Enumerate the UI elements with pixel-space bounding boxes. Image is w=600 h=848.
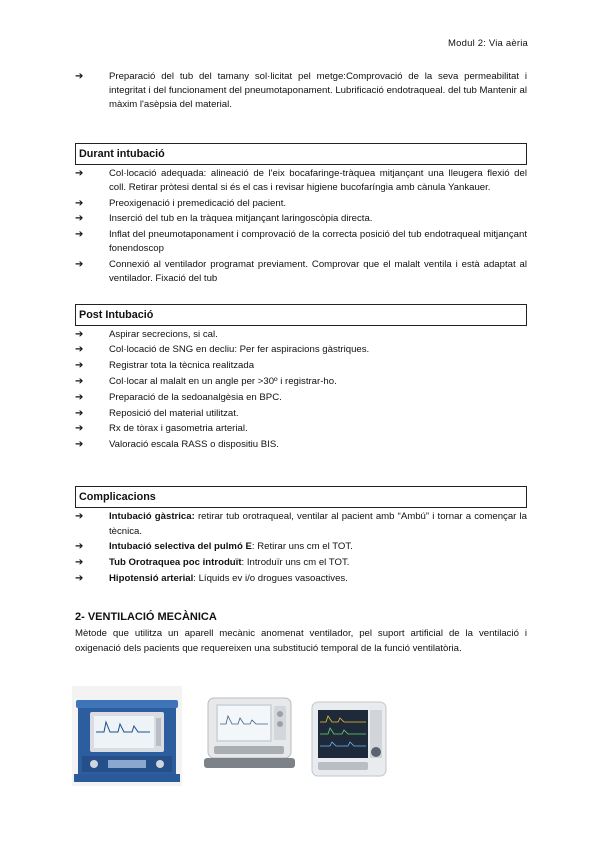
arrow-bullet-icon: ➔ — [75, 71, 84, 82]
arrow-bullet-icon: ➔ — [75, 439, 84, 451]
arrow-bullet-icon: ➔ — [75, 376, 84, 387]
list-item: ➔ Col·locar al malalt en un angle per >30º i registrar-ho. — [75, 375, 527, 389]
arrow-bullet-icon: ➔ — [75, 407, 84, 419]
intro-list — [75, 70, 527, 113]
list-item: ➔ Preparació del tub del tamany sol·licitat pel metge:Comprovació de la seva permeabilitat i integritat i del funcionament del pneumotaponament. Lubrificació endotraqueal. del tub Mantenir al màxim l'asèpsia del material. — [75, 71, 527, 111]
section-paragraph: Mètode que utilitza un aparell mecànic anomenat ventilador, pel suport artificial de la ventilació i oxigenació dels pacients que requereixen una substitució temporal de la funció ventilatòria. — [75, 628, 527, 655]
page-header: Modul 2: Via aèria — [448, 38, 528, 49]
arrow-bullet-icon: ➔ — [75, 197, 84, 209]
arrow-bullet-icon: ➔ — [75, 423, 84, 435]
list-item: ➔ Col·locació adequada: alineació de l'eix bocafaringe-tràquea mitjançant una lleugera flexió del coll. Retirar pròtesi dental si és el cas i revisar higiene bucofaríngia amb cànula Yankauer. — [75, 167, 527, 193]
arrow-bullet-icon: ➔ — [75, 391, 84, 403]
arrow-bullet-icon: ➔ — [75, 541, 84, 553]
arrow-bullet-icon: ➔ — [75, 328, 84, 340]
arrow-bullet-icon: ➔ — [75, 511, 84, 523]
list-item: ➔ Tub Orotraquea poc introduït: Introduïr uns cm el TOT. — [75, 556, 527, 570]
ventilator-white-icon — [202, 694, 297, 774]
durant-list — [75, 167, 527, 287]
section-title-ventilacio: 2- VENTILACIÓ MECÀNICA — [75, 611, 217, 624]
list-item: ➔ Inflat del pneumotaponament i comprovació de la correcta posició del tub endotraqueal mitjançant fonendoscop — [75, 229, 527, 255]
list-item: ➔ Aspirar secrecions, si cal. — [75, 328, 527, 342]
arrow-bullet-icon: ➔ — [75, 167, 84, 179]
ventilator-monitor-icon — [308, 696, 390, 782]
list-item: ➔ Hipotensió arterial: Líquids ev i/o drogues vasoactives. — [75, 572, 527, 586]
list-item: ➔ Rx de tòrax i gasometria arterial. — [75, 422, 527, 436]
arrow-bullet-icon: ➔ — [75, 360, 84, 372]
section-heading-post: Post Intubació — [75, 304, 527, 326]
arrow-bullet-icon: ➔ — [75, 259, 84, 271]
arrow-bullet-icon: ➔ — [75, 229, 84, 241]
arrow-bullet-icon: ➔ — [75, 572, 84, 584]
list-item: ➔ Valoració escala RASS o dispositiu BIS. — [75, 438, 527, 452]
arrow-bullet-icon: ➔ — [75, 213, 84, 225]
list-item: ➔ Connexió al ventilador programat previament. Comprovar que el malalt ventila i està adaptat al ventilador. Fixació del tub — [75, 259, 527, 285]
list-item: ➔ Reposició del material utilitzat. — [75, 407, 527, 421]
arrow-bullet-icon: ➔ — [75, 557, 84, 569]
list-item: ➔ Col·locació de SNG en decliu: Per fer aspiracions gàstriques. — [75, 343, 527, 357]
list-item: ➔ Registrar tota la tècnica realitzada — [75, 359, 527, 373]
list-item: ➔ Inserció del tub en la tràquea mitjançant laringoscòpia directa. — [75, 212, 527, 226]
list-item: ➔ Preoxigenació i premedicació del pacient. — [75, 197, 527, 211]
list-item: ➔ Intubació gàstrica: retirar tub orotraqueal, ventilar al pacient amb “Ambú” i tornar a començar la tècnica. — [75, 511, 527, 537]
list-item: ➔ Preparació de la sedoanalgèsia en BPC. — [75, 391, 527, 405]
section-heading-complicacions: Complicacions — [75, 486, 527, 508]
list-item: ➔ Intubació selectiva del pulmó E: Retirar uns cm el TOT. — [75, 540, 527, 554]
ventilator-blue-icon — [72, 686, 182, 786]
document-body — [75, 70, 527, 656]
complicacions-list — [75, 510, 527, 586]
arrow-bullet-icon: ➔ — [75, 344, 84, 356]
post-list — [75, 328, 527, 453]
section-heading-durant: Durant intubació — [75, 143, 527, 165]
